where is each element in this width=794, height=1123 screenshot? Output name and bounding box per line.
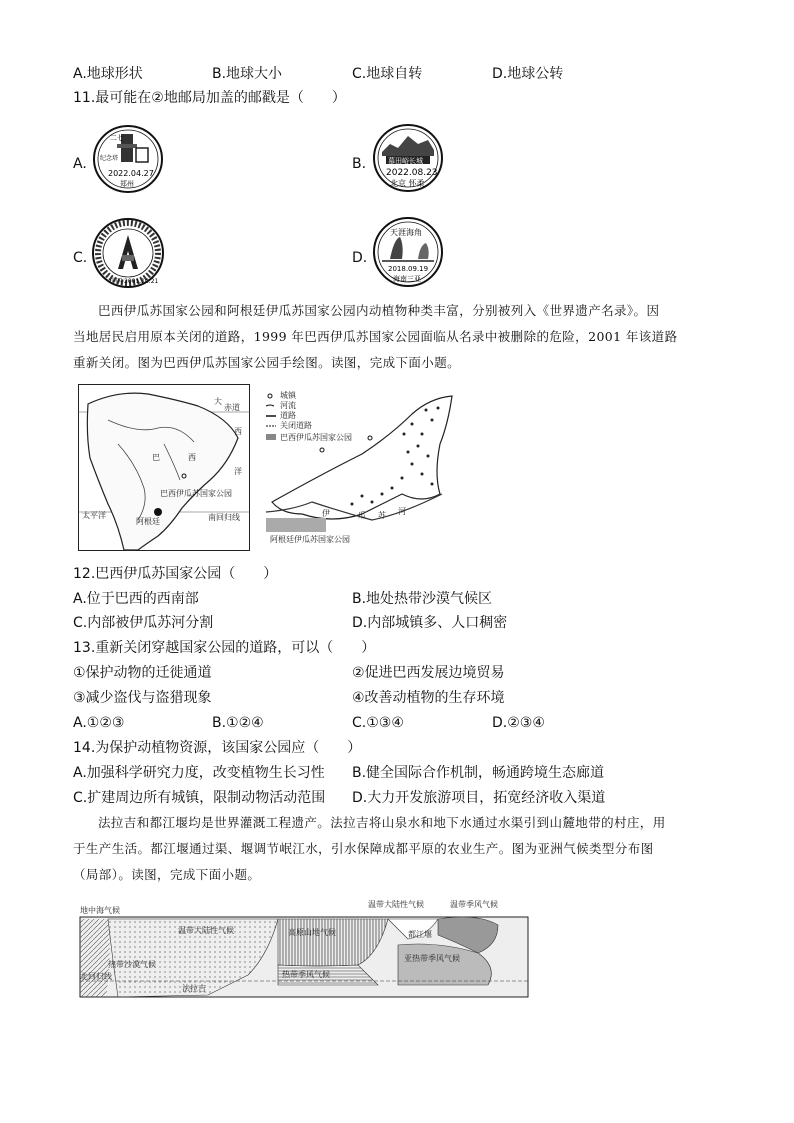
map-left-label-1: 大 (214, 397, 222, 406)
q13-item-1: ①保护动物的迁徙通道 (73, 665, 212, 681)
climate-label-3: 热带沙漠气候 (108, 960, 156, 969)
q10-option-d: D.地球公转 (492, 66, 564, 82)
map-right-label-5: 河 (398, 507, 406, 516)
q10-option-c: C.地球自转 (352, 66, 423, 82)
legend-item-2: 河流 (280, 401, 296, 410)
passage1-line2: 当地居民启用原本关闭的道路，1999 年巴西伊瓜苏国家公园面临从名录中被删除的危险，2001 年该道路 (73, 329, 678, 344)
map-left-label-6: 西 (188, 453, 196, 462)
q12-option-d: D.内部城镇多、人口稠密 (352, 615, 508, 631)
q14-option-a: A.加强科学研究力度，改变植物生长习性 (73, 765, 325, 781)
stamp-b (368, 122, 448, 194)
stamp-a-line3: 2022.04.27 (108, 169, 154, 178)
q12-option-a: A.位于巴西的西南部 (73, 591, 199, 607)
climate-map (78, 895, 530, 1003)
q13-option-a: A.①②③ (73, 715, 125, 731)
q11-option-b-letter: B. (352, 156, 367, 172)
map-right-label-4: 苏 (378, 511, 386, 520)
stamp-d-line3: 海南三亚 (393, 275, 421, 283)
stamp-a-line1: 二七 (110, 134, 124, 142)
stamp-a-line4: 郑州 (120, 180, 134, 188)
map-south-america (78, 384, 250, 555)
map-right-label-2: 伊 (322, 509, 330, 518)
q14-option-d: D.大力开发旅游项目，拓宽经济收入渠道 (352, 790, 606, 806)
map-left-label-10: 南回归线 (208, 513, 240, 522)
legend-item-4: 关闭道路 (280, 421, 312, 430)
q11-option-a-letter: A. (73, 156, 87, 172)
legend-item-1: 城镇 (280, 391, 296, 400)
climate-label-5: 温带大陆性气候 (368, 900, 424, 909)
stamp-b-line1: 慕田峪长城 (388, 157, 423, 165)
map-park-sketch (262, 384, 458, 548)
map-right-label-1: 阿根廷伊瓜苏国家公园 (270, 535, 350, 544)
q13-item-4: ④改善动植物的生存环境 (352, 690, 505, 706)
q10-option-b: B.地球大小 (212, 66, 283, 82)
map-left-label-4: 太平洋 (82, 511, 106, 520)
climate-label-2: 温带大陆性气候 (178, 926, 234, 935)
passage2-line3: （局部）。读图，完成下面小题。 (73, 867, 261, 882)
q13-stem: 13.重新关闭穿越国家公园的道路，可以（ ） (73, 640, 376, 656)
stamp-d-line1: 天涯海角 (390, 228, 422, 237)
climate-label-7: 都江堰 (408, 930, 432, 939)
q11-stem: 11.最可能在②地邮局加盖的邮戳是（ ） (73, 90, 346, 106)
map-left-label-9: 赤道 (224, 403, 240, 412)
stamp-a (88, 124, 168, 194)
climate-label-8: 亚热带季风气候 (404, 954, 460, 963)
passage2-line2: 于生产生活。都江堰通过渠、堰调节岷江水，引水保障成都平原的农业生产。图为亚洲气候类型分布图 (73, 841, 654, 856)
map-left-label-7: 巴西伊瓜苏国家公园 (160, 489, 232, 498)
q13-option-d: D.②③④ (492, 715, 545, 731)
stamp-b-line3: 北京 怀柔 (390, 179, 425, 188)
q11-option-d-letter: D. (352, 250, 368, 266)
stamp-d-line2: 2018.09.19 (388, 265, 429, 273)
q12-stem: 12.巴西伊瓜苏国家公园（ ） (73, 566, 278, 582)
climate-label-9: 热带季风气候 (282, 970, 330, 979)
q14-option-c: C.扩建周边所有城镇，限制动物活动范围 (73, 790, 326, 806)
map-left-label-2: 西 (234, 427, 242, 436)
passage1-line1: 巴西伊瓜苏国家公园和阿根廷伊瓜苏国家公园内动植物种类丰富，分别被列入《世界遗产名录》。因 (98, 303, 660, 318)
stamp-c-line1: 中国 (110, 278, 123, 285)
stamp-c (88, 217, 168, 289)
passage2-line1: 法拉吉和都江堰均是世界灌溉工程遗产。法拉吉将山泉水和地下水通过水渠引到山麓地带的村庄，用 (98, 815, 666, 830)
climate-label-1: 地中海气候 (80, 906, 120, 915)
legend-item-3: 道路 (280, 411, 296, 420)
passage1-line3: 重新关闭。图为巴西伊瓜苏国家公园手绘图。读图，完成下面小题。 (73, 355, 461, 370)
q10-option-a: A.地球形状 (73, 66, 143, 82)
q13-option-c: C.①③④ (352, 715, 404, 731)
stamp-a-line2: 纪念塔 (100, 155, 119, 162)
q13-item-2: ②促进巴西发展边境贸易 (352, 665, 505, 681)
q13-option-b: B.①②④ (212, 715, 264, 731)
map-left-label-3: 洋 (234, 467, 242, 476)
map-left-label-8: 阿根廷 (136, 517, 160, 526)
map-right-label-3: 瓜 (358, 511, 366, 520)
q11-option-c-letter: C. (73, 250, 88, 266)
climate-label-10: 北回归线 (80, 972, 112, 981)
q13-item-3: ③减少盗伐与盗猎现象 (73, 690, 212, 706)
stamp-b-line2: 2022.08.23 (386, 168, 438, 178)
stamp-c-line2: 2001.10.21 (124, 278, 159, 285)
climate-label-6: 温带季风气候 (450, 900, 498, 909)
climate-label-11: 法拉吉 (182, 984, 206, 993)
q12-option-b: B.地处热带沙漠气候区 (352, 591, 493, 607)
legend-item-5: 巴西伊瓜苏国家公园 (280, 433, 352, 442)
q14-stem: 14.为保护动植物资源，该国家公园应（ ） (73, 740, 362, 756)
climate-label-4: 高原山地气候 (288, 928, 336, 937)
stamp-d (368, 215, 448, 289)
q14-option-b: B.健全国际合作机制，畅通跨境生态廊道 (352, 765, 605, 781)
q12-option-c: C.内部被伊瓜苏河分割 (73, 615, 214, 631)
map-left-label-5: 巴 (152, 453, 160, 462)
